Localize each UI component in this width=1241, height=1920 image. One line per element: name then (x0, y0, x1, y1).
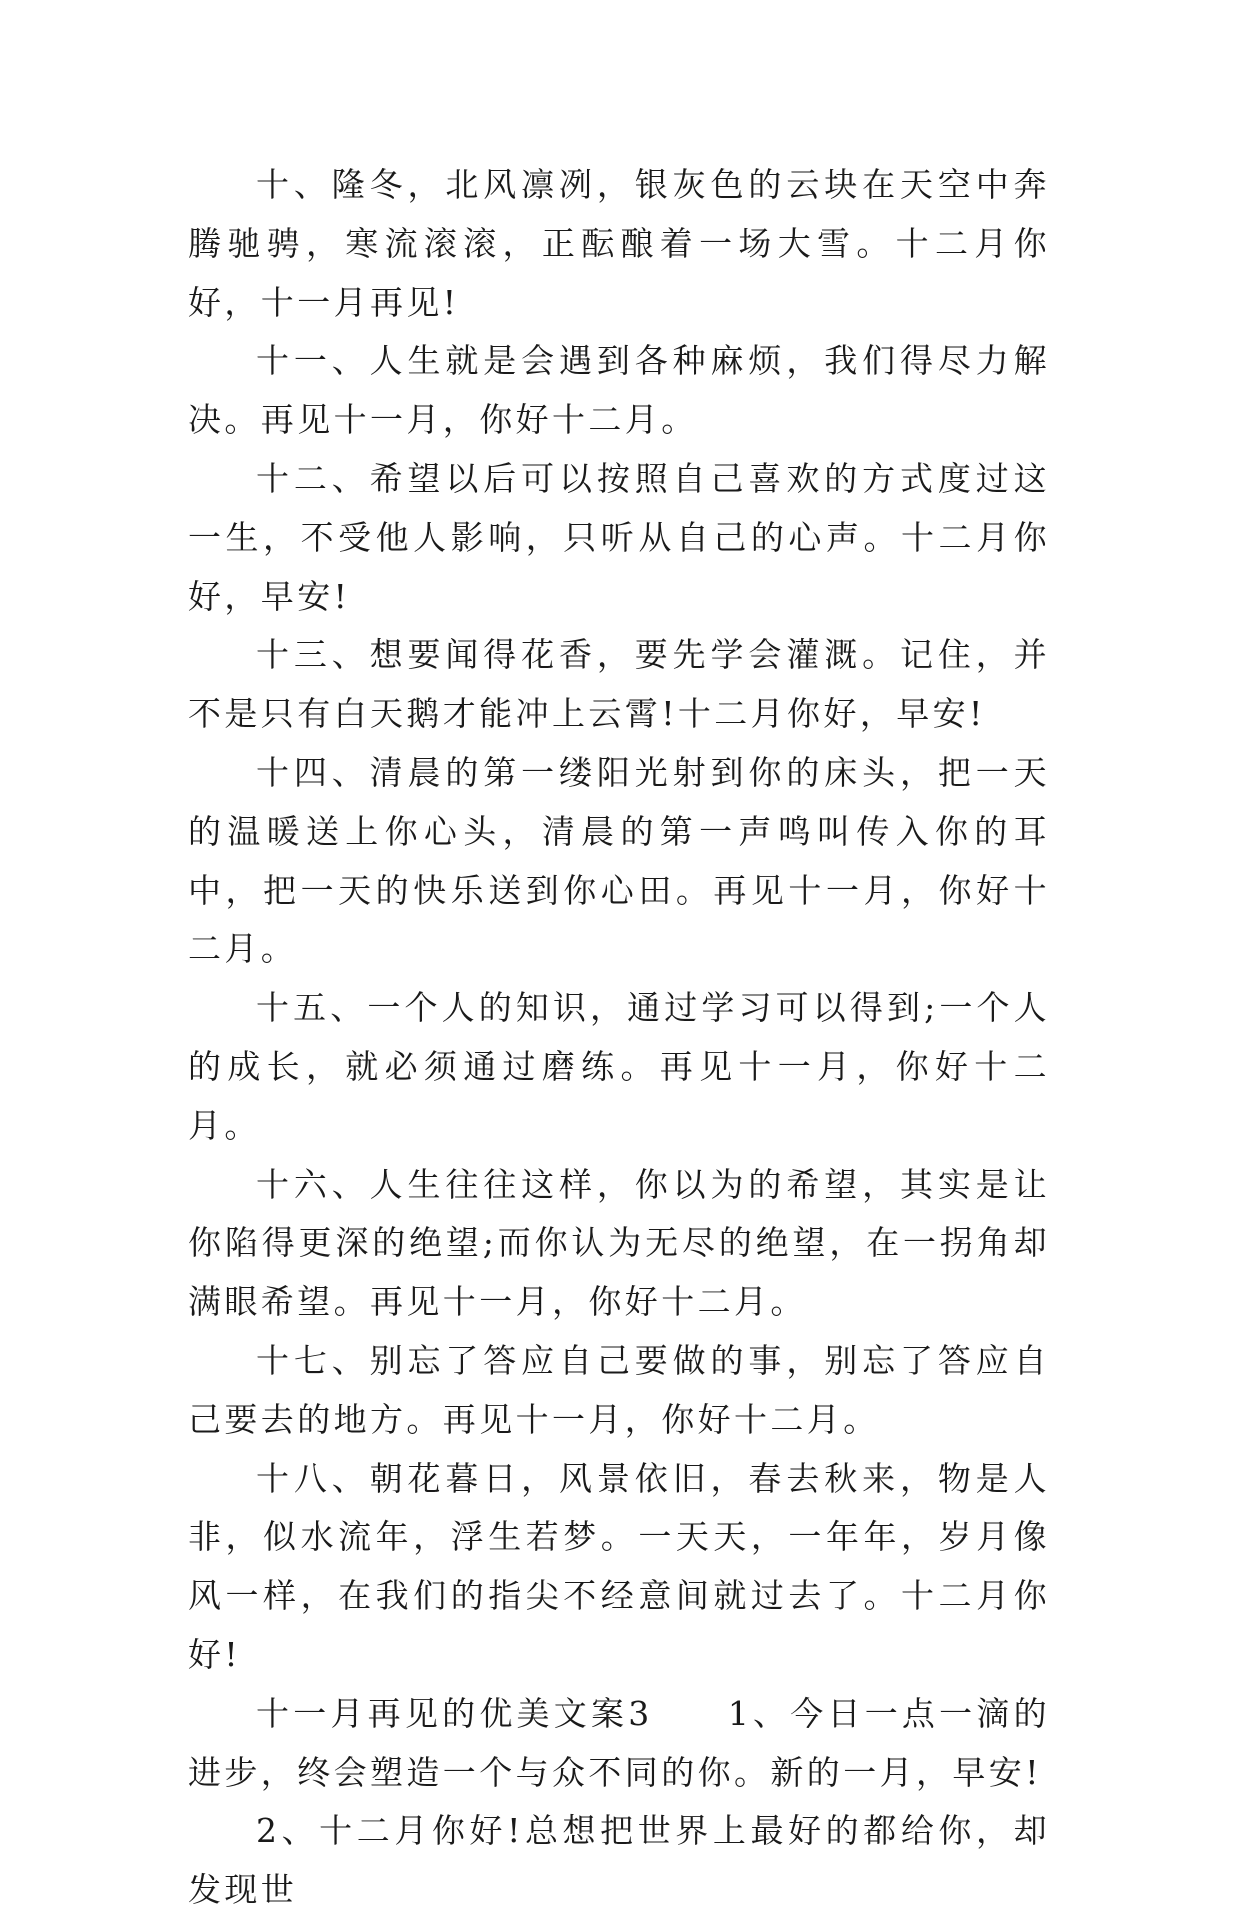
section-heading-paragraph: 十一月再见的优美文案3 1、今日一点一滴的进步，终会塑造一个与众不同的你。新的一月，早安! (188, 1693, 1050, 1792)
paragraph-11: 十一、人生就是会遇到各种麻烦，我们得尽力解决。再见十一月，你好十二月。 (188, 341, 1050, 440)
document-body (188, 156, 1050, 1920)
paragraph-12: 十二、希望以后可以按照自己喜欢的方式度过这一生，不受他人影响，只听从自己的心声。十二月你好，早安! (188, 458, 1050, 616)
paragraph-17: 十七、别忘了答应自己要做的事，别忘了答应自己要去的地方。再见十一月，你好十二月。 (188, 1340, 1050, 1439)
paragraph-2: 2、十二月你好!总想把世界上最好的都给你，却发现世 (188, 1811, 1050, 1910)
paragraph-15: 十五、一个人的知识，通过学习可以得到;一个人的成长，就必须通过磨练。再见十一月，你好十二月。 (188, 988, 1050, 1145)
paragraph-16: 十六、人生往往这样，你以为的希望，其实是让你陷得更深的绝望;而你认为无尽的绝望，在一拐角却满眼希望。再见十一月，你好十二月。 (188, 1164, 1050, 1322)
paragraph-10: 十、隆冬，北风凛冽，银灰色的云块在天空中奔腾驰骋，寒流滚滚，正酝酿着一场大雪。十二月你好，十一月再见! (188, 165, 1050, 322)
paragraph-13: 十三、想要闻得花香，要先学会灌溉。记住，并不是只有白天鹅才能冲上云霄!十二月你好，早安! (188, 635, 1050, 734)
paragraph-18: 十八、朝花暮日，风景依旧，春去秋来，物是人非，似水流年，浮生若梦。一天天，一年年，岁月像风一样，在我们的指尖不经意间就过去了。十二月你好! (188, 1458, 1050, 1674)
paragraph-14: 十四、清晨的第一缕阳光射到你的床头，把一天的温暖送上你心头，清晨的第一声鸣叫传入你的耳中，把一天的快乐送到你心田。再见十一月，你好十二月。 (188, 752, 1050, 969)
